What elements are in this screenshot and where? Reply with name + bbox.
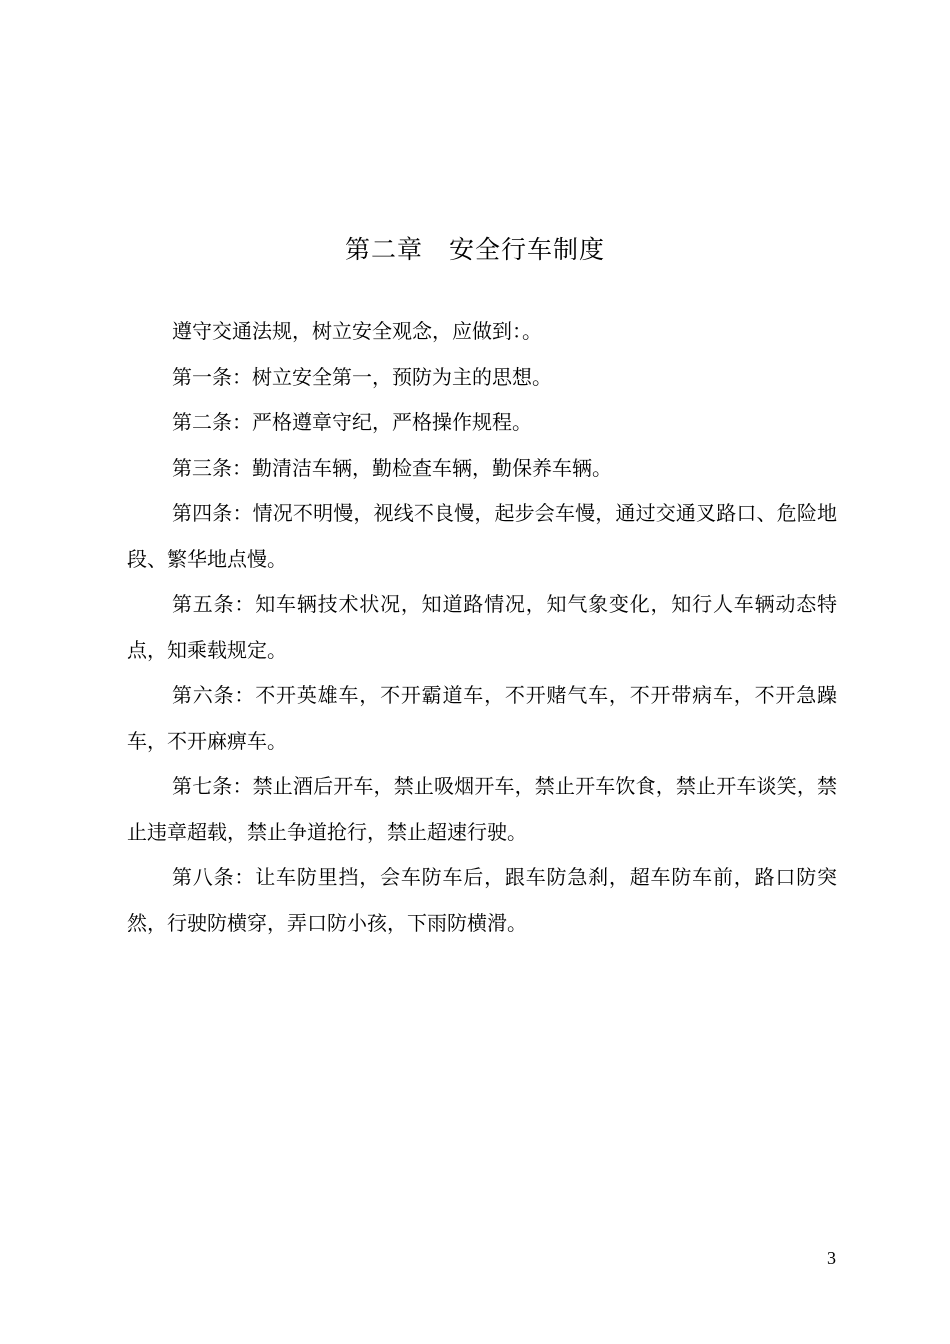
chapter-title: 第二章 安全行车制度 [344,234,605,264]
paragraph-article-2: 第二条：严格遵章守纪，严格操作规程。 [172,410,532,434]
page-number: 3 [827,1248,836,1268]
body-text [127,309,837,946]
paragraph-article-8: 第八条：让车防里挡，会车防车后，跟车防急刹，超车防车前，路口防突然，行驶防横穿，弄口防小孩，下雨防横滑。 [127,865,837,935]
paragraph-article-1: 第一条：树立安全第一，预防为主的思想。 [172,364,552,389]
paragraph-article-3: 第三条：勤清洁车辆，勤检查车辆，勤保养车辆。 [172,455,612,480]
paragraph-article-7: 第七条：禁止酒后开车，禁止吸烟开车，禁止开车饮食，禁止开车谈笑，禁止违章超载，禁止争道抢行，禁止超速行驶。 [127,774,837,844]
paragraph-article-5: 第五条：知车辆技术状况，知道路情况，知气象变化，知行人车辆动态特点，知乘载规定。 [127,592,837,662]
paragraph-article-4: 第四条：情况不明慢，视线不良慢，起步会车慢，通过交通叉路口、危险地段、繁华地点慢。 [127,501,837,571]
paragraph-intro: 遵守交通法规，树立安全观念，应做到：。 [172,319,542,343]
paragraph-article-6: 第六条：不开英雄车，不开霸道车，不开赌气车，不开带病车，不开急躁车，不开麻痹车。 [127,683,837,753]
